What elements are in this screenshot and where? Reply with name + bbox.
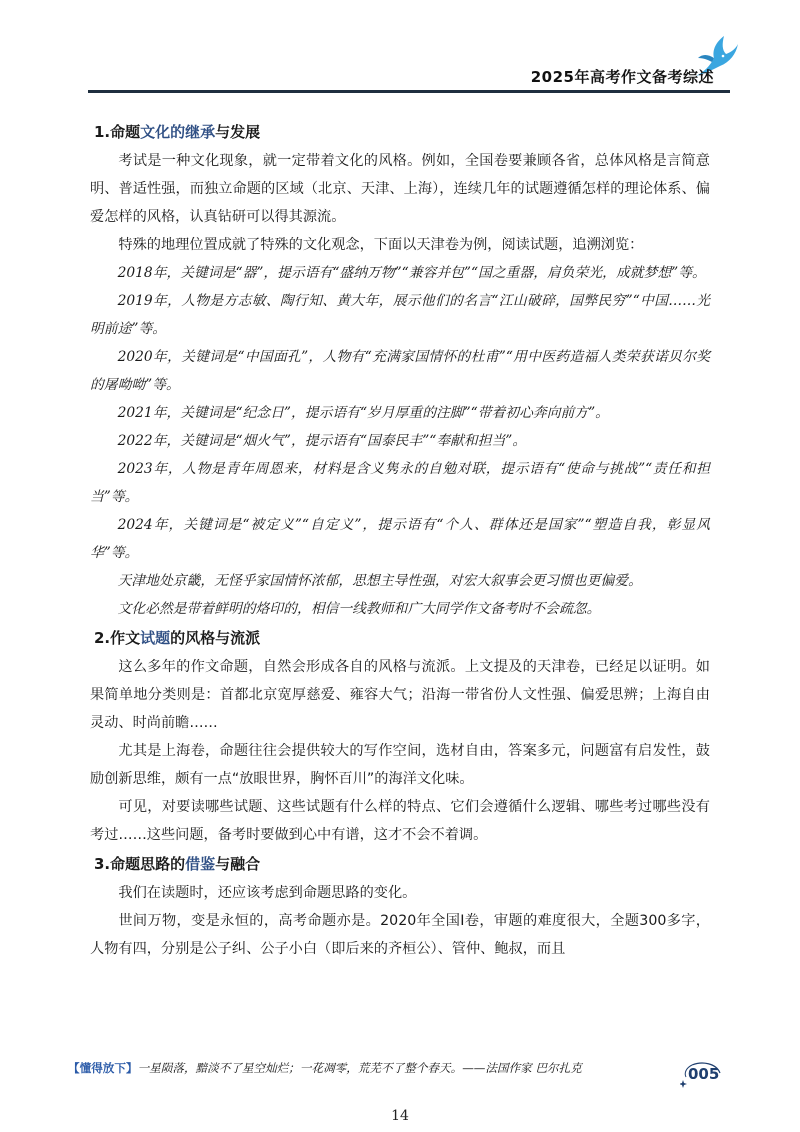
section-heading (90, 117, 710, 147)
header-title: 2025年高考作文备考综述 (530, 68, 714, 86)
section-heading-highlight: 借鉴 (185, 855, 216, 873)
footer-quote (68, 1060, 582, 1076)
article-body (90, 117, 710, 963)
exam-example: 2022年，关键词是“烟火气”，提示语有“国泰民丰”“奉献和担当”。 (117, 433, 527, 449)
section-heading-text: 命题思路的 (110, 855, 186, 873)
section-heading-highlight: 试题 (140, 629, 171, 647)
header-divider (88, 90, 730, 93)
exam-example: 2021年，关键词是“纪念日”，提示语有“岁月厚重的注脚”“带着初心奔向前方”。 (117, 405, 609, 421)
section-heading-text: 与发展 (215, 123, 261, 141)
paragraph: 特殊的地理位置成就了特殊的文化观念，下面以天津卷为例，阅读试题，追溯浏览： (118, 237, 644, 253)
badge-number: 005 (688, 1065, 720, 1083)
exam-example: 2018年，关键词是“器”，提示语有“盛纳万物”“兼容并包”“国之重器，肩负荣光，成就梦想”等。 (117, 265, 706, 281)
paragraph: 可见，对要读哪些试题、这些试题有什么样的特点、它们会遵循什么逻辑、哪些考过哪些没有考过……这些问题，备考时要做到心中有谱，这才不会不着调。 (90, 799, 710, 843)
section-number: 1. (94, 123, 111, 141)
paragraph: 世间万物，变是永恒的，高考命题亦是。2020年全国Ⅰ卷，审题的难度很大，全题300多字，人物有四，分别是公子纠、公子小白（即后来的齐桓公）、管仲、鲍叔，而且 (90, 913, 710, 957)
exam-example: 2023年，人物是青年周恩来，材料是含义隽永的自勉对联，提示语有“使命与挑战”“责任和担当”等。 (90, 461, 710, 505)
exam-example: 2020年，关键词是“中国面孔”，人物有“充满家国情怀的杜甫”“用中医药造福人类荣获诺贝尔奖的屠呦呦”等。 (90, 349, 710, 393)
exam-example: 2019年，人物是方志敏、陶行知、黄大年，展示他们的名言“江山破碎，国弊民穷”“中国……光明前途”等。 (90, 293, 710, 337)
footer-quote-text: 一星陨落，黯淡不了星空灿烂；一花凋零，荒芜不了整个春天。——法国作家 巴尔扎克 (137, 1061, 582, 1075)
paragraph: 考试是一种文化现象，就一定带着文化的风格。例如，全国卷要兼顾各省，总体风格是言简意明、普适性强，而独立命题的区域（北京、天津、上海），连续几年的试题遵循怎样的理论体系、偏爱怎样的风格，认真钻研可以得其源流。 (90, 153, 710, 225)
section-heading (90, 849, 710, 879)
paragraph: 我们在读题时，还应该考虑到命题思路的变化。 (118, 885, 417, 901)
section-heading-highlight: 文化的继承 (140, 123, 216, 141)
section-heading (90, 623, 710, 653)
page-number: 14 (391, 1108, 409, 1124)
sparkle-icon (680, 1080, 687, 1088)
page-header (0, 0, 800, 100)
paragraph: 文化必然是带着鲜明的烙印的，相信一线教师和广大同学作文备考时不会疏忽。 (117, 601, 601, 617)
section-heading-text: 命题 (110, 123, 141, 141)
section-heading-text: 作文 (110, 629, 141, 647)
section-heading-text: 的风格与流派 (170, 629, 261, 647)
section-number: 3. (94, 855, 111, 873)
footer-quote-key: 【懂得放下】 (68, 1061, 138, 1075)
paragraph: 尤其是上海卷，命题往往会提供较大的写作空间，选材自由，答案多元，问题富有启发性，鼓励创新思维，颇有一点“放眼世界，胸怀百川”的海洋文化味。 (90, 743, 710, 787)
exam-example: 2024年，关键词是“被定义”“自定义”，提示语有“个人、群体还是国家”“塑造自我，彰显风华”等。 (90, 517, 710, 561)
section-heading-text: 与融合 (215, 855, 261, 873)
paragraph: 天津地处京畿，无怪乎家国情怀浓郁，思想主导性强，对宏大叙事会更习惯也更偏爱。 (117, 573, 642, 589)
paragraph: 这么多年的作文命题，自然会形成各自的风格与流派。上文提及的天津卷，已经足以证明。如果简单地分类则是：首都北京宽厚慈爱、雍容大气；沿海一带省份人文性强、偏爱思辨；上海自由灵动、时尚前瞻…… (90, 659, 710, 731)
section-number: 2. (94, 629, 111, 647)
